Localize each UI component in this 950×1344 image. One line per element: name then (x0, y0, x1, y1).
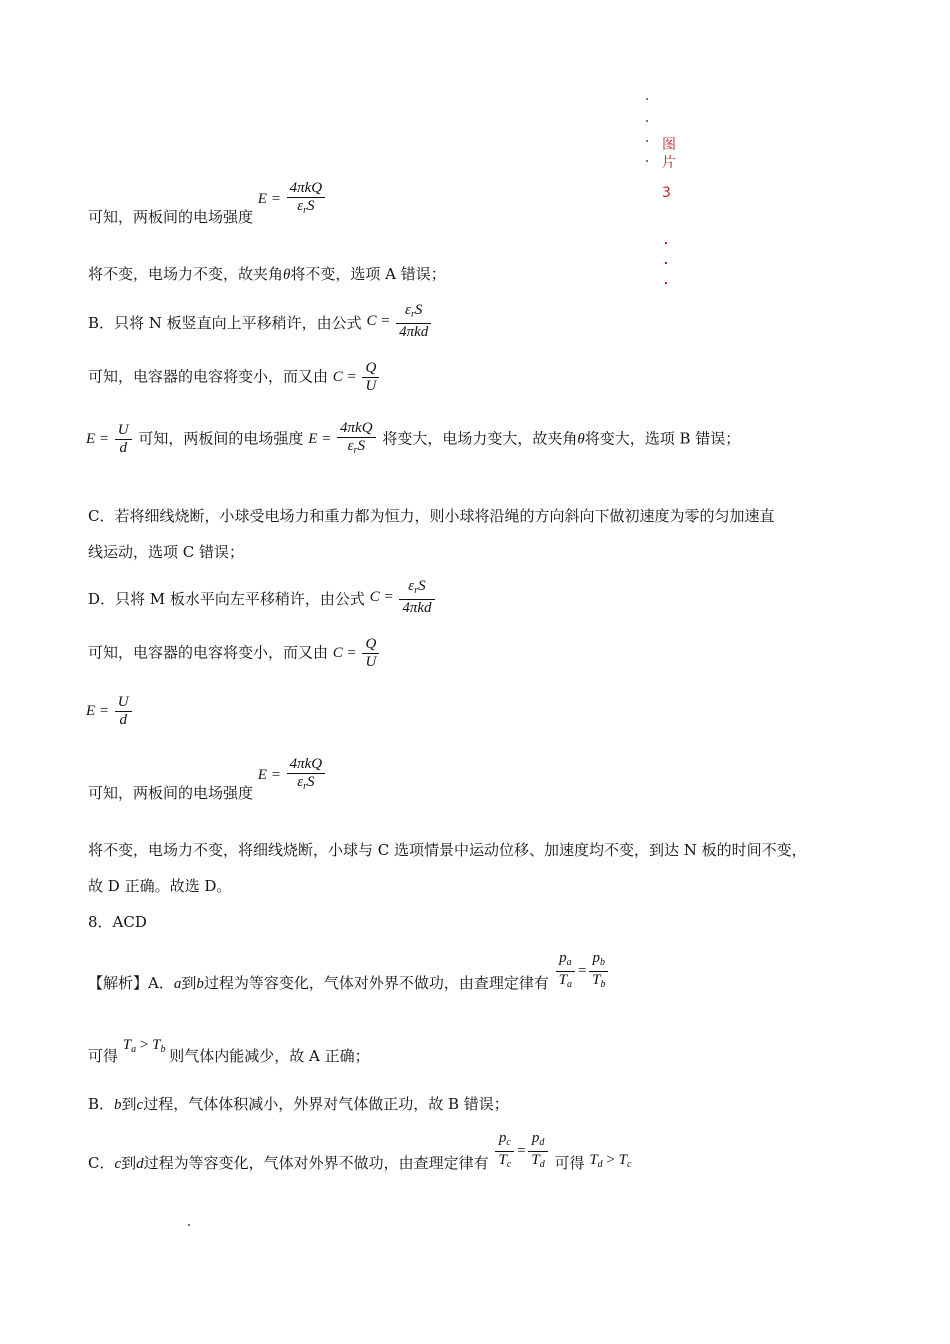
line-1: 可知，两板间的电场强度 E = $\frac{\text{4πkQ}}{\varepsilon_rS}$ (88, 180, 327, 227)
formula-E-kQ: E = $\frac{\text{4πkQ}}{\varepsilon_rS}$ (308, 420, 377, 459)
inequality-Td-Tc: $T_d > T_c$ (589, 1151, 632, 1170)
marker-dot (646, 120, 648, 122)
line-10 (86, 694, 134, 729)
line-6: C．若将细线烧断，小球受电场力和重力都为恒力，则小球将沿绳的方向斜向下做初速度为零的匀加速直 (88, 507, 775, 525)
line-2: 将不变，电场力不变，故夹角θ将不变，选项 A 错误； (88, 265, 446, 283)
figure-label (662, 136, 676, 202)
figure-label-number: 3 (662, 185, 671, 201)
marker-dot (188, 1224, 190, 1226)
line-8: D．只将 M 板水平向左平移稍许，由公式 C = $\frac{\varepsilon_rS}{\text{4πkd}}$ (88, 578, 437, 617)
formula-C-epsS: C = $\frac{\varepsilon_rS}{\text{4πkd}}$ (370, 578, 437, 617)
marker-dot (646, 140, 648, 142)
inequality-Ta-Tb: $T_a > T_b$ (122, 1037, 166, 1055)
formula-C-QU: C = $\frac{Q}{U}$ (333, 636, 381, 671)
formula-E-kQ: E = $\frac{\text{4πkQ}}{\varepsilon_rS}$ (258, 180, 327, 219)
formula-E-Ud: E = $\frac{U}{d}$ (86, 422, 134, 457)
figure-label-char-1: 图 (662, 137, 676, 153)
line-17: B．b到c过程，气体体积减小，外界对气体做正功，故 B 错误； (88, 1095, 509, 1113)
line-13: 故 D 正确。故选 D。 (88, 877, 232, 895)
figure-label-char-2: 片 (662, 155, 676, 171)
line-7: 线运动，选项 C 错误； (88, 543, 245, 561)
marker-dot (646, 160, 648, 162)
marker-dot (665, 262, 667, 264)
line-11: 可知，两板间的电场强度 E = $\frac{\text{4πkQ}}{\varepsilon_rS}$ (88, 756, 327, 803)
line-9: 可知，电容器的电容将变小，而又由 C = $\frac{Q}{U}$ (88, 636, 381, 671)
line-12: 将不变，电场力不变，将细线烧断，小球与 C 选项情景中运动位移、加速度均不变，到达 N 板的时间不变， (88, 841, 807, 859)
marker-dot (665, 282, 667, 284)
formula-C-epsS: C = $\frac{\varepsilon_rS}{\text{4πkd}}$ (366, 302, 433, 341)
line-15: 【解析】A．a到b过程为等容变化，气体对外界不做功，由查理定律有 $\frac{p_a}{T_a}$ = $\frac{p_b}{T_b}$ (88, 950, 610, 994)
line-3: B．只将 N 板竖直向上平移稍许，由公式 C = $\frac{\varepsilon_rS}{\text{4πkd}}$ (88, 302, 433, 341)
line-16: 可得 $T_a > T_b$ 则气体内能减少，故 A 正确； (88, 1037, 370, 1065)
line-5: E = $\frac{U}{d}$ 可知，两板间的电场强度 E = $\frac{\text{4πkQ}}{\varepsilon_rS}$ 将变大，电场力变大，故夹角θ将变大，选项 B 错误； (86, 420, 740, 459)
line-4: 可知，电容器的电容将变小，而又由 C = $\frac{Q}{U}$ (88, 360, 381, 395)
formula-C-QU: C = $\frac{Q}{U}$ (333, 360, 381, 395)
marker-dot (665, 242, 667, 244)
question-number: 8．ACD (88, 913, 147, 931)
formula-charles-cd: $\frac{p_c}{T_c}$ = $\frac{p_d}{T_d}$ (493, 1130, 549, 1173)
formula-E-Ud: E = $\frac{U}{d}$ (86, 694, 134, 729)
line-18: C．c到d过程为等容变化，气体对外界不做功，由查理定律有 $\frac{p_c}{T_c}$ = $\frac{p_d}{T_d}$ 可得 $T_d > T_c$ (88, 1130, 631, 1175)
marker-dot (646, 98, 648, 100)
formula-charles-ab: $\frac{p_a}{T_a}$ = $\frac{p_b}{T_b}$ (554, 950, 611, 993)
formula-E-kQ: E = $\frac{\text{4πkQ}}{\varepsilon_rS}$ (258, 756, 327, 795)
